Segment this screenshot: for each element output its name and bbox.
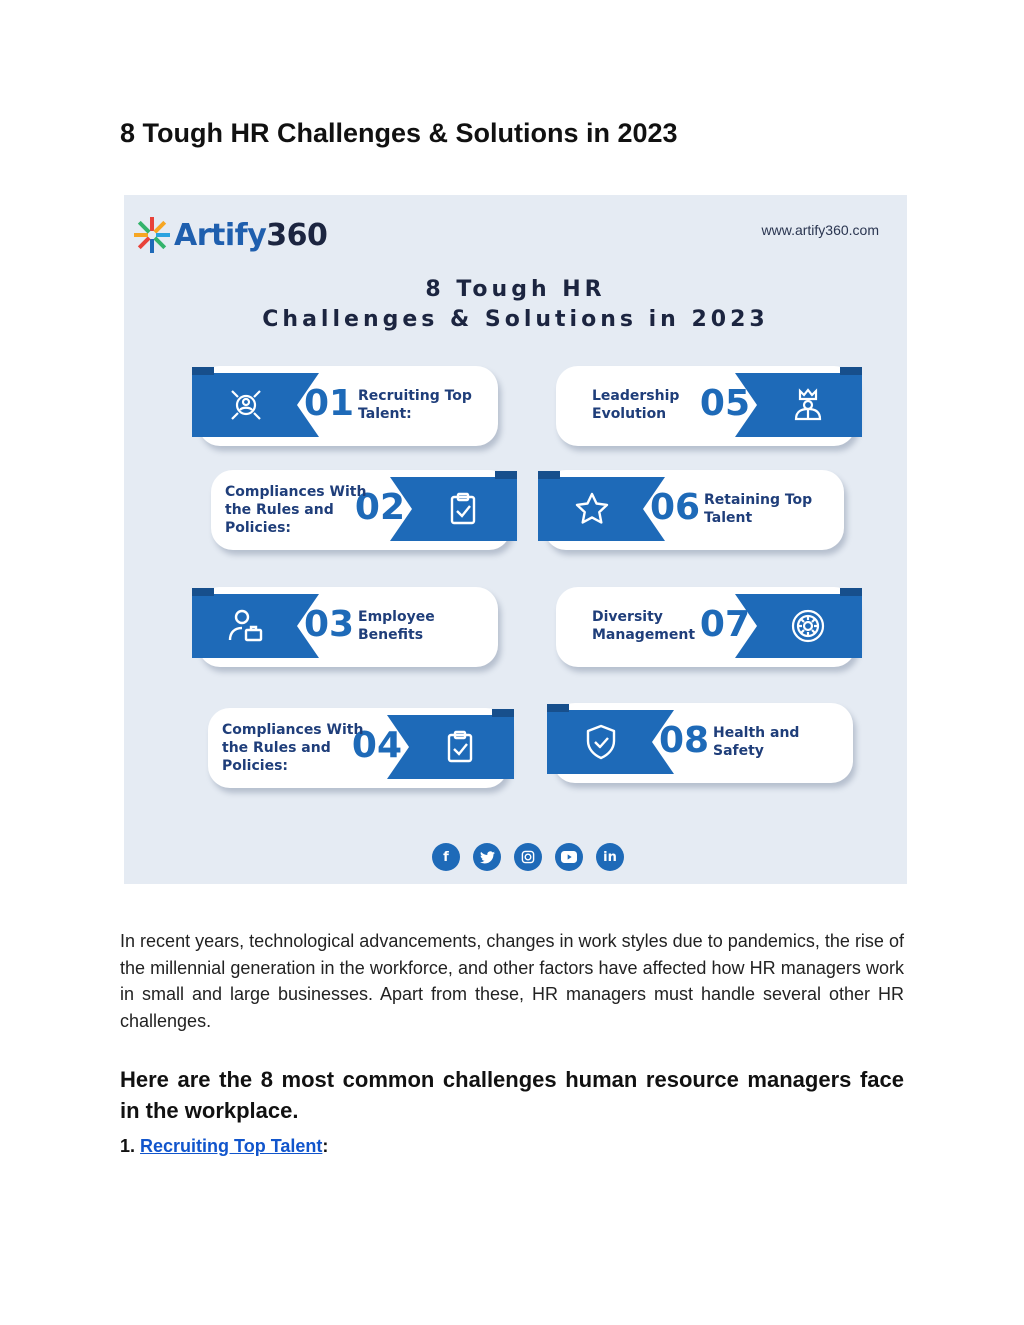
intro-paragraph: In recent years, technological advancements, changes in work styles due to pandemics, the rise of the millennial generation in the workforce, and other factors have affected how HR managers work in small and large businesses. Apart from these, HR managers must handle several other HR challenges. (120, 931, 904, 1031)
challenge-card-04 (204, 705, 514, 787)
card-number: 07 (699, 604, 750, 645)
infographic (124, 195, 907, 884)
recruit-icon (226, 385, 266, 425)
card-label: Recruiting Top Talent: (358, 388, 472, 422)
list-suffix: : (322, 1136, 329, 1156)
challenge-card-03 (192, 584, 502, 666)
leader-icon (788, 385, 828, 425)
card-label: Diversity Management (592, 609, 696, 643)
card-number: 06 (650, 487, 701, 528)
challenge-card-02 (207, 467, 517, 549)
card-number: 08 (659, 720, 710, 761)
shield-check-icon (581, 722, 621, 762)
infographic-title-line1: 8 Tough HR (425, 277, 606, 302)
challenge-card-08 (547, 700, 857, 782)
card-label: Health and Safety (713, 725, 800, 759)
challenge-card-06 (538, 467, 848, 549)
challenge-card-07 (552, 584, 862, 666)
youtube-icon[interactable] (555, 843, 583, 871)
brand-name: Artify360 (174, 217, 328, 253)
recruiting-top-talent-link[interactable]: Recruiting Top Talent (140, 1136, 323, 1156)
list-number: 1. (120, 1136, 136, 1156)
challenge-card-05 (552, 363, 862, 445)
card-number: 04 (351, 725, 402, 766)
employee-icon (226, 606, 266, 646)
gear-circle-icon (788, 606, 828, 646)
card-label: Retaining Top Talent (704, 492, 813, 526)
card-number: 03 (304, 604, 355, 645)
list-item (120, 1136, 328, 1157)
linkedin-icon[interactable]: in (596, 843, 624, 871)
card-number: 02 (354, 487, 405, 528)
section-heading: Here are the 8 most common challenges human resource managers face in the workplace. (120, 1067, 904, 1123)
logo-mark-icon (132, 215, 172, 255)
infographic-title-line2: Challenges & Solutions in 2023 (262, 307, 769, 332)
card-label: Employee Benefits (358, 609, 435, 643)
facebook-icon[interactable]: f (432, 843, 460, 871)
instagram-icon[interactable] (514, 843, 542, 871)
card-label: Compliances With the Rules and Policies: (225, 484, 367, 536)
page-title: 8 Tough HR Challenges & Solutions in 2023 (120, 118, 678, 148)
card-label: Leadership Evolution (592, 388, 680, 422)
brand-logo (132, 215, 327, 255)
challenge-card-01 (192, 363, 502, 445)
infographic-title (124, 275, 907, 335)
star-icon (572, 489, 612, 529)
card-number: 01 (304, 383, 355, 424)
card-number: 05 (699, 383, 750, 424)
clipboard-check-icon (443, 489, 483, 529)
brand-url: www.artify360.com (761, 222, 879, 238)
card-label: Compliances With the Rules and Policies: (222, 722, 364, 774)
twitter-icon[interactable] (473, 843, 501, 871)
clipboard-check-icon (440, 727, 480, 767)
social-links (432, 843, 624, 871)
